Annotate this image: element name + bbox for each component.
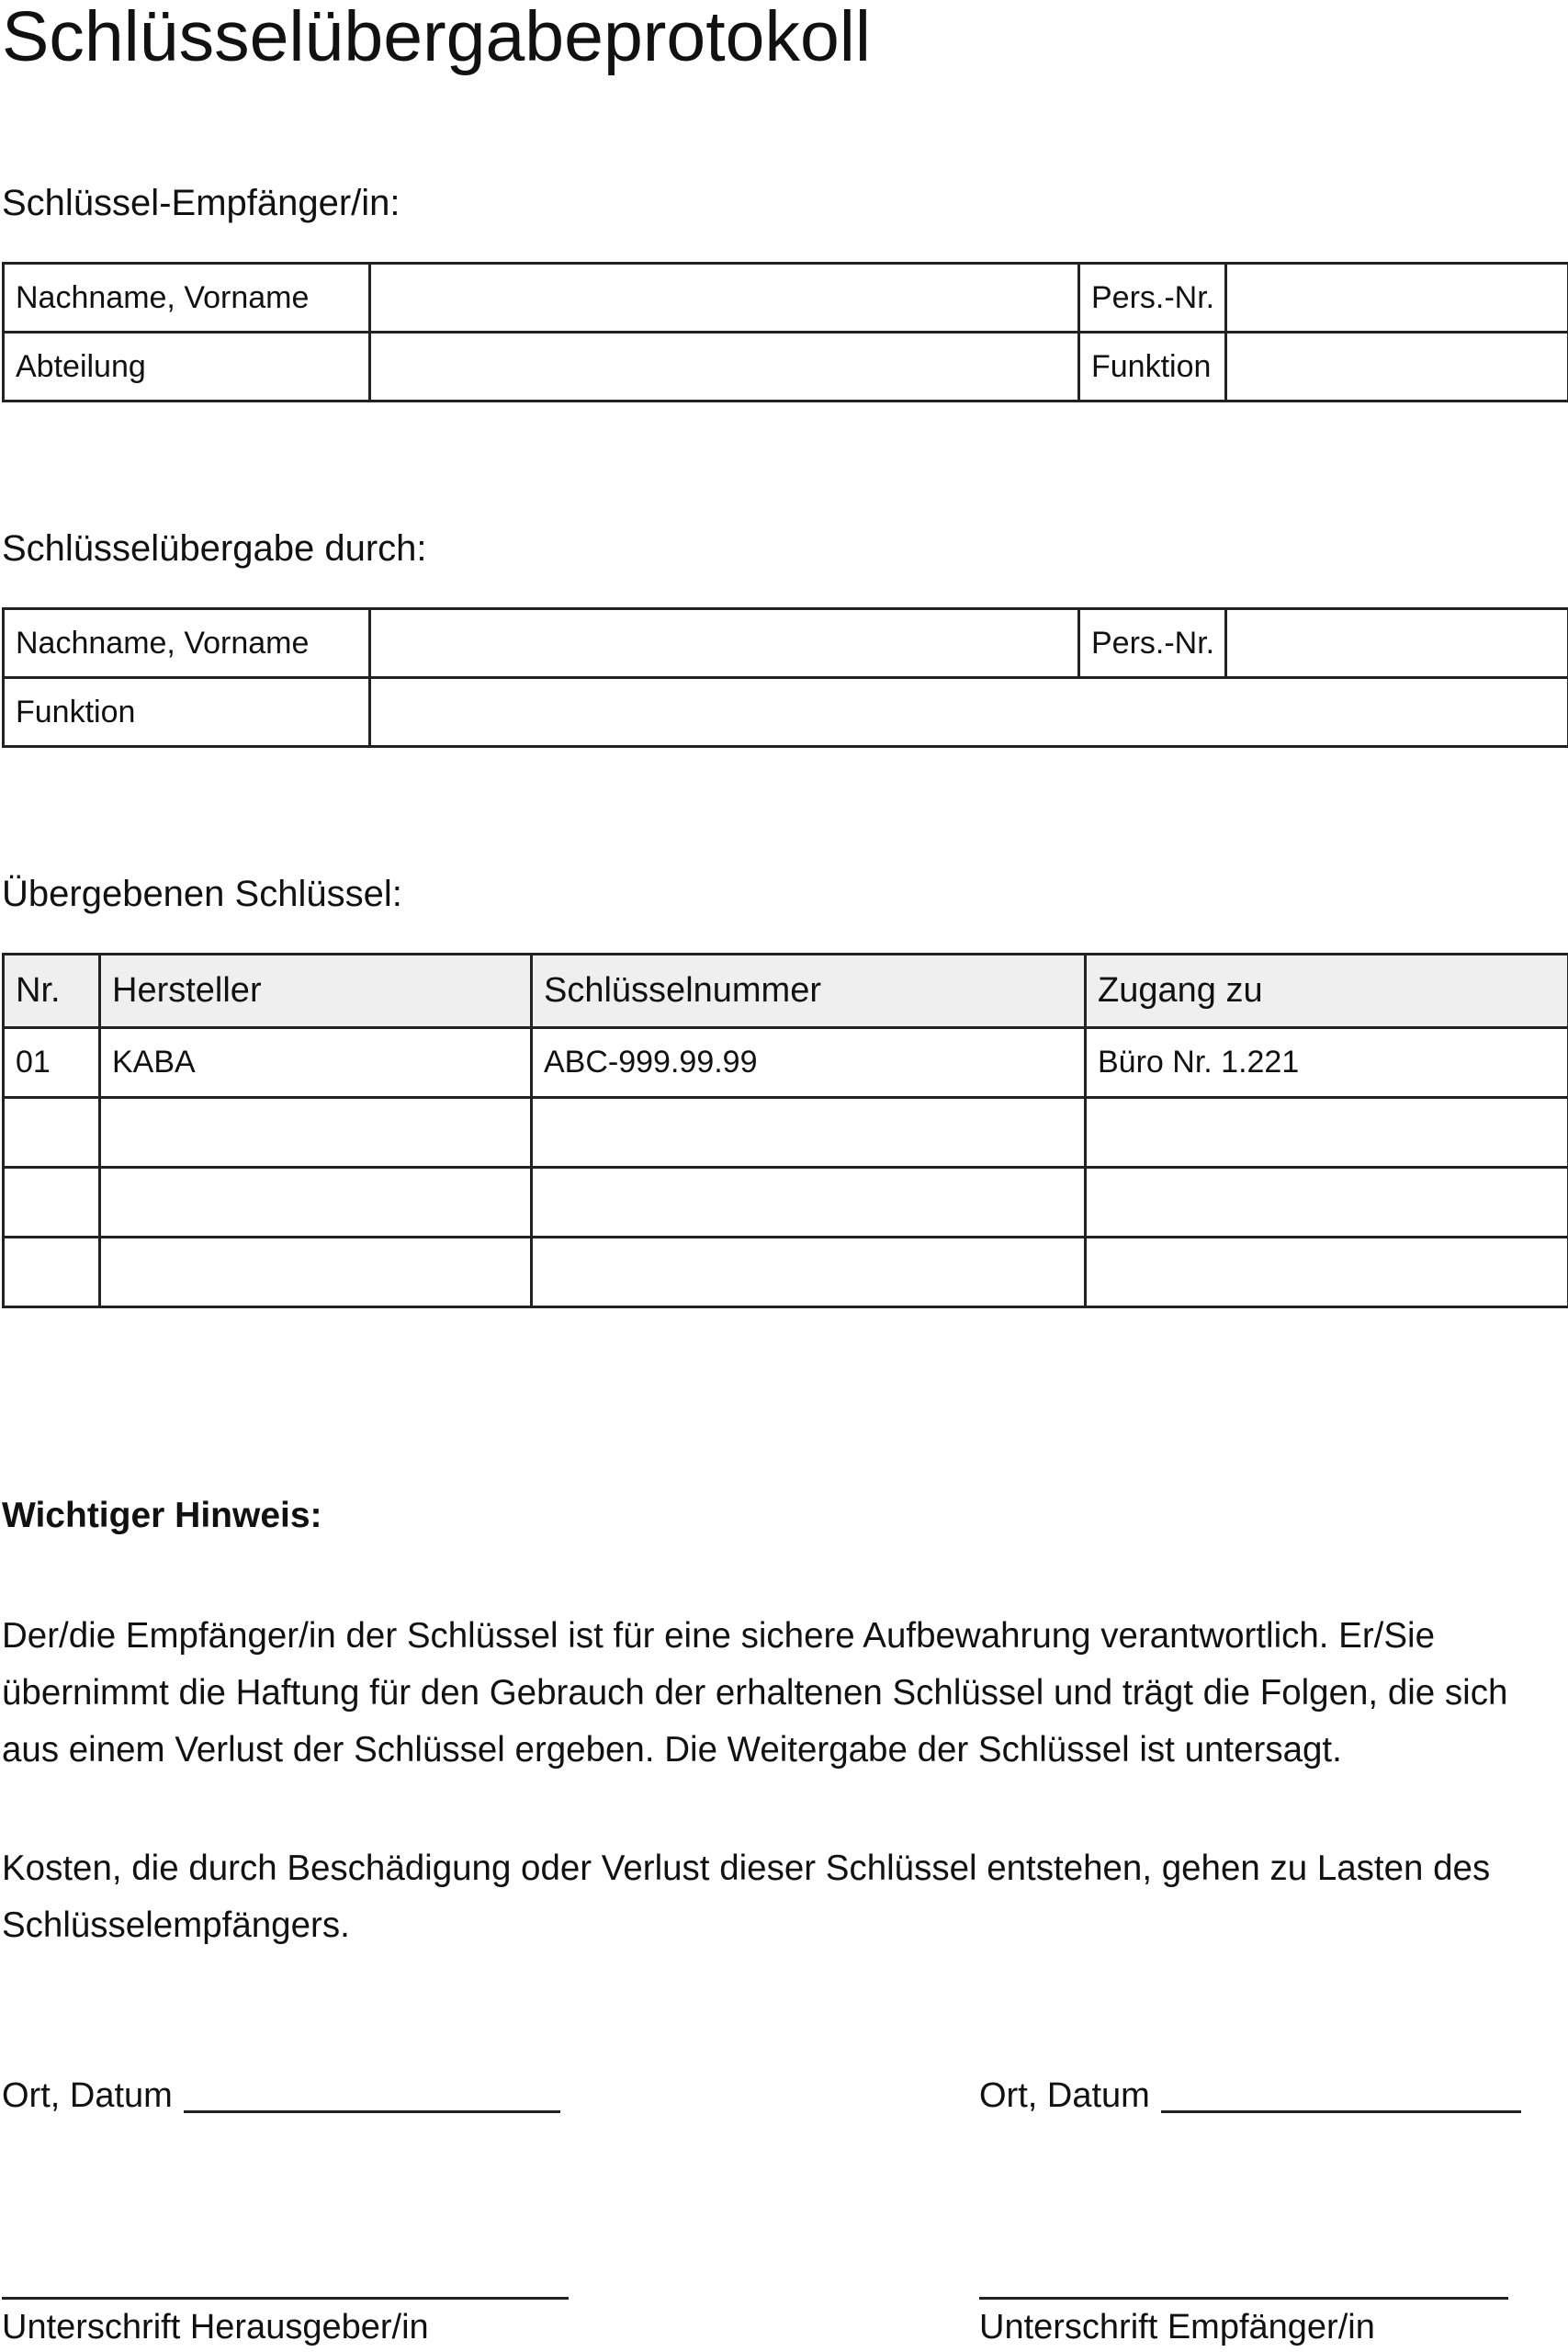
key-access-cell[interactable]: Büro Nr. 1.221	[1086, 1028, 1568, 1098]
key-number-cell[interactable]	[532, 1238, 1086, 1307]
recipient-function-label: Funktion	[1079, 333, 1226, 401]
keys-header-row	[4, 955, 1568, 1028]
col-header-key-number: Schlüsselnummer	[532, 955, 1086, 1028]
table-row	[4, 1238, 1568, 1307]
col-header-access: Zugang zu	[1086, 955, 1568, 1028]
recipient-department-label: Abteilung	[4, 333, 370, 401]
page-title: Schlüsselübergabeprotokoll	[2, 0, 871, 76]
recipient-name-label: Nachname, Vorname	[4, 264, 370, 333]
key-access-cell[interactable]	[1086, 1238, 1568, 1307]
recipient-department-field[interactable]	[370, 333, 1079, 401]
recipient-persnr-label: Pers.-Nr.	[1079, 264, 1226, 333]
handover-persnr-field[interactable]	[1226, 609, 1568, 678]
left-place-date-label: Ort, Datum	[2, 2076, 173, 2115]
key-nr-cell[interactable]: 01	[4, 1028, 100, 1098]
col-header-manufacturer: Hersteller	[100, 955, 532, 1028]
left-place-date-line[interactable]	[184, 2110, 560, 2113]
handover-table	[2, 607, 1568, 748]
left-signature-line[interactable]	[2, 2297, 569, 2300]
key-manufacturer-cell[interactable]	[100, 1238, 532, 1307]
handover-name-label: Nachname, Vorname	[4, 609, 370, 678]
recipient-heading: Schlüssel-Empfänger/in:	[2, 183, 400, 223]
handover-function-label: Funktion	[4, 678, 370, 747]
handover-heading: Schlüsselübergabe durch:	[2, 528, 427, 569]
key-manufacturer-cell[interactable]	[100, 1168, 532, 1238]
recipient-function-field[interactable]	[1226, 333, 1568, 401]
recipient-table	[2, 262, 1568, 402]
keys-heading: Übergebenen Schlüssel:	[2, 874, 402, 914]
key-number-cell[interactable]: ABC-999.99.99	[532, 1028, 1086, 1098]
key-manufacturer-cell[interactable]: KABA	[100, 1028, 532, 1098]
key-access-cell[interactable]	[1086, 1168, 1568, 1238]
right-signature-line[interactable]	[979, 2297, 1508, 2300]
recipient-name-field[interactable]	[370, 264, 1079, 333]
left-signature-label: Unterschrift Herausgeber/in	[2, 2308, 429, 2346]
key-nr-cell[interactable]	[4, 1098, 100, 1168]
right-signature-label: Unterschrift Empfänger/in	[979, 2308, 1375, 2346]
recipient-persnr-field[interactable]	[1226, 264, 1568, 333]
key-nr-cell[interactable]	[4, 1168, 100, 1238]
keys-table	[2, 953, 1568, 1308]
col-header-nr: Nr.	[4, 955, 100, 1028]
notice-heading: Wichtiger Hinweis:	[2, 1496, 322, 1535]
key-number-cell[interactable]	[532, 1168, 1086, 1238]
handover-name-field[interactable]	[370, 609, 1079, 678]
table-row	[4, 1098, 1568, 1168]
handover-function-field[interactable]	[370, 678, 1568, 747]
handover-persnr-label: Pers.-Nr.	[1079, 609, 1226, 678]
key-number-cell[interactable]	[532, 1098, 1086, 1168]
table-row	[4, 1168, 1568, 1238]
notice-paragraph-2: Kosten, die durch Beschädigung oder Verlust dieser Schlüssel entstehen, gehen zu Lasten des Schlüsselempfängers.	[2, 1849, 1491, 1945]
key-nr-cell[interactable]	[4, 1238, 100, 1307]
right-place-date-label: Ort, Datum	[979, 2076, 1150, 2115]
right-place-date-line[interactable]	[1161, 2110, 1521, 2113]
key-manufacturer-cell[interactable]	[100, 1098, 532, 1168]
table-row	[4, 1028, 1568, 1098]
key-access-cell[interactable]	[1086, 1098, 1568, 1168]
notice-paragraph-1: Der/die Empfänger/in der Schlüssel ist für eine sichere Aufbewahrung verantwortlich. Er/Sie übernimmt die Haftung für den Gebrauch der erhaltenen Schlüssel und trägt die Folgen, die sich aus einem Verlust der Schlüssel ergeben. Die Weitergabe der Schlüssel ist untersagt.	[2, 1616, 1508, 1770]
